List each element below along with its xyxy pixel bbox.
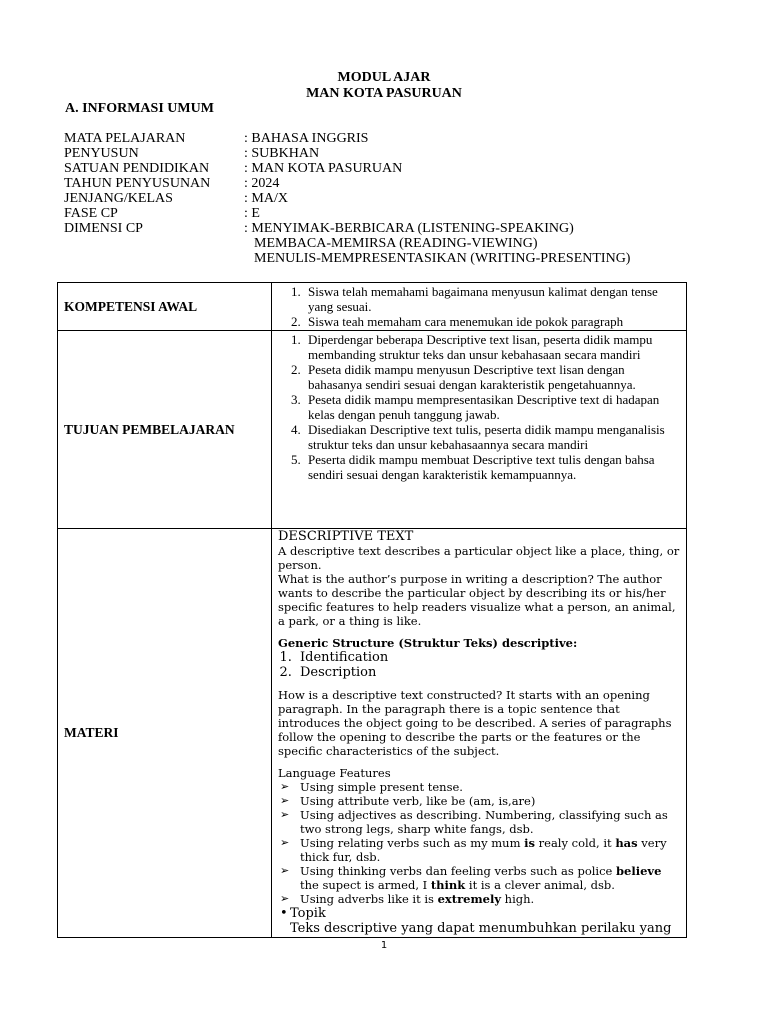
feature-text: Using adjectives as describing. Numbering, classifying such as two strong legs, sharp white fangs, dsb.	[300, 808, 668, 836]
structure-heading: Generic Structure (Struktur Teks) descriptive:	[278, 636, 578, 650]
list-item	[278, 808, 682, 836]
document-subtitle: MAN KOTA PASURUAN	[306, 86, 462, 101]
info-label: DIMENSI CP	[64, 221, 143, 236]
page-number: 1	[380, 940, 388, 951]
feature-text: Using relating verbs such as my mum	[300, 836, 525, 850]
arrow-bullet-icon: ➢	[280, 864, 290, 877]
kompetensi-list	[278, 284, 682, 329]
list-item	[278, 892, 682, 906]
table-row	[58, 529, 687, 938]
learning-table	[57, 282, 687, 938]
document-title: MODUL AJAR	[337, 70, 431, 85]
feature-bold: has	[615, 836, 638, 850]
list-item	[278, 864, 682, 892]
feature-text: realy cold, it	[534, 836, 616, 850]
info-row	[64, 161, 630, 176]
info-value: : MA/X	[244, 191, 288, 206]
info-row	[64, 176, 630, 191]
feature-bold: extremely	[437, 892, 502, 906]
materi-heading: DESCRIPTIVE TEXT	[278, 529, 414, 544]
materi-paragraph: What is the author’s purpose in writing a description? The author wants to describe the particular object by describing its or his/her specific features to help readers visualize what a person, an animal, a park, or a thing is like.	[278, 572, 676, 628]
arrow-bullet-icon: ➢	[280, 892, 290, 905]
row-content	[272, 283, 687, 331]
list-item: 1. Identification	[296, 650, 682, 665]
topik-text: Teks descriptive yang dapat menumbuhkan perilaku yang	[290, 921, 672, 936]
list-item: 2. Peseta didik mampu menyusun Descriptive text lisan dengan bahasanya sendiri sesuai dengan karakteristik pengetahuannya.	[304, 362, 682, 392]
row-label: MATERI	[58, 529, 272, 938]
dimensi-continuation	[64, 251, 630, 266]
list-item: 2. Description	[296, 665, 682, 680]
general-info	[64, 131, 630, 266]
feature-bold: think	[430, 878, 466, 892]
list-item: 3. Peseta didik mampu mempresentasikan Descriptive text di hadapan kelas dengan penuh tanggung jawab.	[304, 392, 682, 422]
info-label: TAHUN PENYUSUNAN	[64, 176, 211, 191]
section-heading: A. INFORMASI UMUM	[65, 101, 214, 116]
list-item	[278, 780, 682, 794]
dimensi-text: MENULIS-MEMPRESENTASIKAN (WRITING-PRESENTING)	[254, 251, 631, 266]
row-content	[272, 529, 687, 938]
feature-text: Using attribute verb, like be (am, is,are)	[300, 794, 536, 808]
materi-paragraph: How is a descriptive text constructed? It starts with an opening paragraph. In the paragraph there is a topic sentence that introduces the object going to be described. A series of paragraphs follow the opening to describe the parts or the features or the specific characteristics of the subject.	[278, 688, 672, 758]
feature-text: Using simple present tense.	[300, 780, 463, 794]
list-item: 1. Diperdengar beberapa Descriptive text lisan, peserta didik mampu membanding struktur teks dan unsur kebahasaan secara mandiri	[304, 332, 682, 362]
row-content	[272, 331, 687, 529]
feature-text: Using thinking verbs dan feeling verbs such as police	[300, 864, 617, 878]
info-label: JENJANG/KELAS	[64, 191, 173, 206]
feature-text: high.	[501, 892, 535, 906]
feature-bold: believe	[616, 864, 662, 878]
info-label: MATA PELAJARAN	[64, 131, 186, 146]
info-value: : MAN KOTA PASURUAN	[244, 161, 403, 176]
list-item: 5. Peserta didik mampu membuat Descriptive text tulis dengan bahsa sendiri sesuai dengan karakteristik kemampuannya.	[304, 452, 682, 482]
info-value: : SUBKHAN	[244, 146, 320, 161]
list-item: 1. Siswa telah memahami bagaimana menyusun kalimat dengan tense yang sesuai.	[304, 284, 682, 314]
list-item	[278, 794, 682, 808]
table-row	[58, 283, 687, 331]
feature-text: it is a clever animal, dsb.	[465, 878, 615, 892]
arrow-bullet-icon: ➢	[280, 808, 290, 821]
row-label: KOMPETENSI AWAL	[58, 283, 272, 331]
row-label: TUJUAN PEMBELAJARAN	[58, 331, 272, 529]
info-label: FASE CP	[64, 206, 118, 221]
arrow-bullet-icon: ➢	[280, 794, 290, 807]
language-features-heading: Language Features	[278, 766, 391, 780]
topik-label: Topik	[290, 906, 326, 921]
info-value: : E	[244, 206, 260, 221]
structure-list	[278, 650, 682, 680]
list-item	[278, 836, 682, 864]
list-item: 2. Siswa teah memaham cara menemukan ide pokok paragraph	[304, 314, 682, 329]
info-row	[64, 146, 630, 161]
dimensi-continuation: MEMBACA-MEMIRSA (READING-VIEWING)	[254, 236, 538, 251]
tujuan-list	[278, 332, 682, 482]
list-item: 4. Disediakan Descriptive text tulis, peserta didik mampu menganalisis struktur teks dan unsur kebahasaannya secara mandiri	[304, 422, 682, 452]
features-list	[278, 780, 682, 906]
feature-text: Using adverbs like it is	[300, 892, 438, 906]
info-label: PENYUSUN	[64, 146, 139, 161]
feature-bold: is	[524, 836, 535, 850]
info-value: : MENYIMAK-BERBICARA (LISTENING-SPEAKING)	[244, 221, 574, 236]
feature-text: the supect is armed, I	[300, 878, 431, 892]
info-row	[64, 206, 630, 221]
materi-paragraph: A descriptive text describes a particular object like a place, thing, or person.	[278, 544, 680, 572]
arrow-bullet-icon: ➢	[280, 836, 290, 849]
info-label: SATUAN PENDIDIKAN	[64, 161, 210, 176]
info-row	[64, 221, 630, 236]
topik-item	[278, 906, 682, 921]
bullet-icon: •	[280, 906, 288, 921]
info-value: : 2024	[244, 176, 280, 191]
info-row	[64, 131, 630, 146]
table-row	[58, 331, 687, 529]
info-row	[64, 191, 630, 206]
feature-text: very thick fur, dsb.	[300, 836, 667, 864]
arrow-bullet-icon: ➢	[280, 780, 290, 793]
info-value: : BAHASA INGGRIS	[244, 131, 369, 146]
